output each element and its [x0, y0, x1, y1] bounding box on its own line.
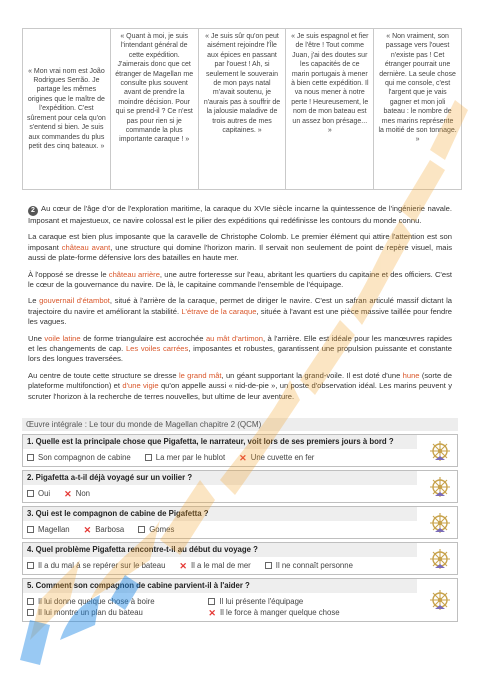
checkbox[interactable]: [27, 490, 34, 497]
option-label: Barbosa: [95, 525, 125, 534]
question-text: 4. Quel problème Pigafetta rencontre-t-il au début du voyage ?: [23, 543, 417, 557]
text-run: de forme triangulaire est accrochée: [80, 333, 206, 343]
highlighted-term: Les voiles carrées: [125, 344, 189, 354]
article-paragraph: [28, 204, 452, 226]
option-label: Oui: [38, 489, 51, 498]
text-run: Au centre de toute cette structure se dresse: [28, 370, 179, 380]
answer-options: [23, 449, 417, 466]
answer-option[interactable]: [27, 488, 50, 499]
section-number-badge: 2: [28, 206, 38, 216]
checkbox[interactable]: [27, 609, 34, 616]
quiz: [22, 434, 458, 625]
answer-option[interactable]: [27, 560, 165, 571]
option-label: Il ne connaît personne: [275, 561, 353, 570]
highlighted-term: L'étrave de la caraque: [181, 306, 257, 316]
quote-cell: « Mon vrai nom est João Rodrigues Serrão. Je partage les mêmes origines que le maître de l'expédition. C'est sûrement pour cela qu'on s'entend si bien. Je suis aux commandes du plus petit des cinq bateaux. »: [23, 29, 111, 189]
text-run: , un géant supportant la grand-voile. Il est doté d'une: [221, 370, 403, 380]
text-run: , situé à l'arrière de la caraque, permet de diriger le navire. C'est un safran articulé massif dictant la trajectoire du navire et améliorant la stabilité.: [28, 296, 452, 316]
answer-options: [23, 485, 417, 502]
ship-wheel-seal-icon: [429, 475, 451, 499]
ship-wheel-seal-icon: [429, 511, 451, 535]
option-label: Son compagnon de cabine: [38, 453, 131, 462]
checkbox[interactable]: [27, 526, 34, 533]
quiz-question: [22, 434, 458, 467]
quiz-question: [22, 578, 458, 622]
article-paragraph: [28, 232, 452, 263]
highlighted-term: le grand mât: [178, 370, 222, 380]
text-run: Le: [28, 296, 40, 306]
article-paragraph: [28, 296, 452, 327]
answer-options: [23, 593, 417, 621]
option-label: Il a le mal de mer: [190, 561, 251, 570]
option-label: Il lui montre un plan du bateau: [38, 608, 143, 617]
article-paragraph: [28, 334, 452, 365]
character-quotes-table: [22, 28, 462, 190]
answer-option[interactable]: [265, 560, 353, 571]
highlighted-term: château avant: [61, 242, 111, 252]
answer-option[interactable]: [27, 596, 208, 607]
question-text: 2. Pigafetta a-t-il déjà voyagé sur un voilier ?: [23, 471, 417, 485]
checked-cross-icon: ✕: [239, 452, 247, 463]
highlighted-term: d'une vigie: [122, 381, 159, 391]
highlighted-term: au mât d'artimon: [205, 333, 263, 343]
option-label: Non: [75, 489, 90, 498]
checkbox[interactable]: [138, 526, 145, 533]
checked-cross-icon: ✕: [64, 488, 72, 499]
option-label: Il le force à manger quelque chose: [219, 608, 340, 617]
text-run: , une structure qui domine l'horizon marin. Il servait non seulement de point de repère visuel, mais aussi de plate-forme défensive lors des batailles en haute mer.: [28, 242, 452, 263]
option-label: Il lui donne quelque chose à boire: [38, 597, 155, 606]
highlighted-term: gouvernail d'étambot: [39, 296, 110, 306]
text-run: , une autre forteresse sur l'eau, abritant les quartiers du capitaine et des officiers. C'est le cœur de la gouvernance du navire. De là, le capitaine commande l'ensemble de l'équipage.: [28, 269, 453, 290]
answer-option[interactable]: [27, 607, 208, 618]
checkbox[interactable]: [208, 598, 215, 605]
checkbox[interactable]: [145, 454, 152, 461]
answer-option[interactable]: [64, 488, 90, 499]
quote-cell: « Quant à moi, je suis l'intendant général de cette expédition. J'aimerais donc que cet étranger de Magellan me consulte plus souvent avant de prendre la moindre décision. Pour qui se prend-il ? Ce n'est pas pour rien si je commande la plus importante caraque ! »: [111, 29, 199, 189]
ship-wheel-seal-icon: [429, 588, 451, 612]
checked-cross-icon: ✕: [179, 560, 187, 571]
highlighted-term: hune: [402, 370, 420, 380]
text-run: , située à l'avant est une pièce massive taillée pour fendre les vagues.: [28, 306, 452, 327]
text-run: À l'opposé se dresse le: [28, 269, 109, 279]
quiz-question: [22, 506, 458, 539]
option-label: Gomes: [149, 525, 175, 534]
answer-options: [23, 521, 417, 538]
checkbox[interactable]: [27, 598, 34, 605]
quiz-question: [22, 470, 458, 503]
answer-option[interactable]: [27, 524, 70, 535]
answer-option[interactable]: [239, 452, 314, 463]
question-text: 5. Comment son compagnon de cabine parvient-il à l'aider ?: [23, 579, 417, 593]
question-text: 3. Qui est le compagnon de cabine de Pigafetta ?: [23, 507, 417, 521]
highlighted-term: château arrière: [108, 269, 160, 279]
article-paragraph: [28, 371, 452, 402]
option-label: La mer par le hublot: [155, 453, 226, 462]
text-run: La caraque est bien plus imposante que la caravelle de Christophe Colomb. Le premier élément qui attire l'attention est son imposant: [28, 232, 452, 252]
option-label: Magellan: [38, 525, 70, 534]
article-paragraph: [28, 270, 452, 291]
answer-option[interactable]: [145, 452, 225, 463]
answer-option[interactable]: [27, 452, 131, 463]
text-run: Au cœur de l'âge d'or de l'exploration maritime, la caraque du XVIe siècle incarne la quintessence de l'ingénierie navale. Imposant et majestueux, ce navire colossal est le pilier des expéditions qui redéfinisse les contours du monde connu.: [28, 204, 452, 225]
checked-cross-icon: ✕: [83, 524, 92, 535]
text-run: , à l'arrière. Elle est idéale pour les manœuvres rapides et les changements de cap.: [28, 333, 452, 354]
option-label: Il a du mal à se repérer sur le bateau: [38, 561, 166, 570]
checkbox[interactable]: [27, 454, 34, 461]
highlighted-term: voile latine: [44, 333, 81, 343]
answer-options: [23, 557, 417, 574]
checked-cross-icon: ✕: [208, 607, 216, 618]
option-label: Il lui présente l'équipage: [219, 597, 304, 606]
text-run: (sorte de plateforme multifonction) et: [28, 370, 452, 391]
option-label: Une cuvette en fer: [250, 453, 315, 462]
quiz-title: Œuvre intégrale : Le tour du monde de Magellan chapitre 2 (QCM): [22, 418, 458, 431]
question-text: 1. Quelle est la principale chose que Pigafetta, le narrateur, voit lors de ses premiers jours à bord ?: [23, 435, 417, 449]
quote-cell: « Non vraiment, son passage vers l'ouest n'existe pas ! Cet étranger pourrait une dernière. La seule chose qui me console, c'est l'argent que je vais gagner et mon joli bateau : le nombre de mes marins représente la moitié de son tonnage. »: [378, 33, 457, 144]
answer-option[interactable]: [84, 524, 125, 535]
quote-cell: « Je suis sûr qu'on peut aisément rejoindre l'Île aux épices en passant par l'ouest ! Ah, si seulement le souverain de mon pays natal m'avait soutenu, je n'aurais pas à souffrir de la jalousie maladive de trois autres de mes capitaines. »: [199, 29, 287, 189]
text-run: qu'on appelle aussi « nid-de-pie », un poste d'observation idéal. Les marins peuvent y scruter l'horizon à la recherche de terres nouvelles, but ultime de leur aventure.: [28, 381, 453, 401]
text-run: , imposantes et robustes, garantissent une propulsion puissante et constante lors des longues traversées.: [28, 344, 452, 364]
answer-option[interactable]: [179, 560, 250, 571]
text-run: Une: [28, 333, 45, 343]
article-body: [28, 204, 452, 408]
ship-wheel-seal-icon: [429, 439, 451, 463]
quiz-question: [22, 542, 458, 575]
answer-option[interactable]: [208, 596, 389, 607]
quote-cell: « Je suis espagnol et fier de l'être ! Tout comme Juan, j'ai des doutes sur les capacités de ce marin portugais à mener à bien cette expédition. Il va nous mener à notre perte ! Heureusement, le nom de mon bateau est un assez bon présage... »: [286, 29, 374, 189]
ship-wheel-seal-icon: [429, 547, 451, 571]
answer-option[interactable]: [208, 607, 389, 618]
checkbox[interactable]: [265, 562, 272, 569]
answer-option[interactable]: [138, 524, 174, 535]
checkbox[interactable]: [27, 562, 34, 569]
